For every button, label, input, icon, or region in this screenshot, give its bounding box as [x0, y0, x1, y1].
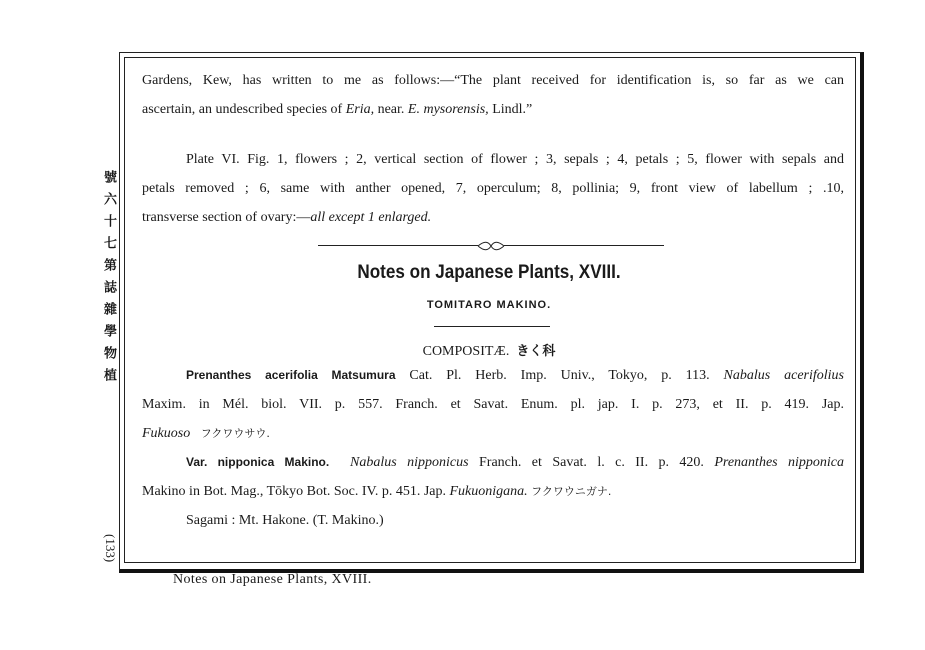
entry-var-nipponica — [142, 448, 844, 535]
author-rule — [434, 326, 550, 327]
intro-paragraph — [142, 66, 844, 124]
article-author: TOMITARO MAKINO. — [426, 299, 552, 311]
entry2-line-1: Var. nipponica Makino. Nabalus nipponicus Franch. et Savat. l. c. II. p. 420. Prenanthes nipponica — [186, 455, 845, 470]
running-footer: Notes on Japanese Plants, XVIII. — [173, 572, 372, 587]
family-heading: COMPOSITÆ. きく科 — [422, 344, 556, 359]
plate-line-1: Plate VI. Fig. 1, flowers ; 2, vertical section of flower ; 3, sepals ; 4, petals ; 5, flower with sepals and — [186, 152, 844, 167]
entry1-line-1: Prenanthes acerifolia Matsumura Cat. Pl. Herb. Imp. Univ., Tokyo, p. 113. Nabalus acerifolius — [186, 368, 844, 383]
entry1-line-2: Maxim. in Mél. biol. VII. p. 557. Franch. et Savat. Enum. pl. jap. I. p. 273, et II. p. 419. Jap. — [142, 397, 844, 412]
family-heading-japanese: きく科 — [516, 344, 556, 359]
journal-vertical-header: 號六十七第誌雜學物植 — [101, 170, 116, 390]
article-title: Notes on Japanese Plants, XVIII. — [357, 262, 621, 283]
locality-line: Sagami : Mt. Hakone. (T. Makino.) — [186, 513, 384, 528]
plate-line-3: transverse section of ovary:—all except 1 enlarged. — [142, 210, 432, 225]
intro-line-1: Gardens, Kew, has written to me as follows:—“The plant received for identification is, so far as we can — [142, 73, 844, 88]
entry2-line-2: Makino in Bot. Mag., Tōkyo Bot. Soc. IV. p. 451. Jap. Fukuonigana. フクワウニガナ. — [142, 484, 612, 499]
page-number: (133) — [103, 534, 118, 563]
plate-caption — [142, 145, 844, 232]
intro-line-2: ascertain, an undescribed species of Eria, near. E. mysorensis, Lindl.” — [142, 102, 533, 117]
plate-line-2: petals removed ; 6, same with anther opened, 7, operculum; 8, pollinia; 9, front view of labellum ; .10, — [142, 181, 844, 196]
entry-prenanthes-acerifolia — [142, 361, 844, 448]
entry1-line-3: Fukuoso フクワウサウ. — [142, 426, 270, 441]
ornamental-rule — [318, 241, 664, 251]
